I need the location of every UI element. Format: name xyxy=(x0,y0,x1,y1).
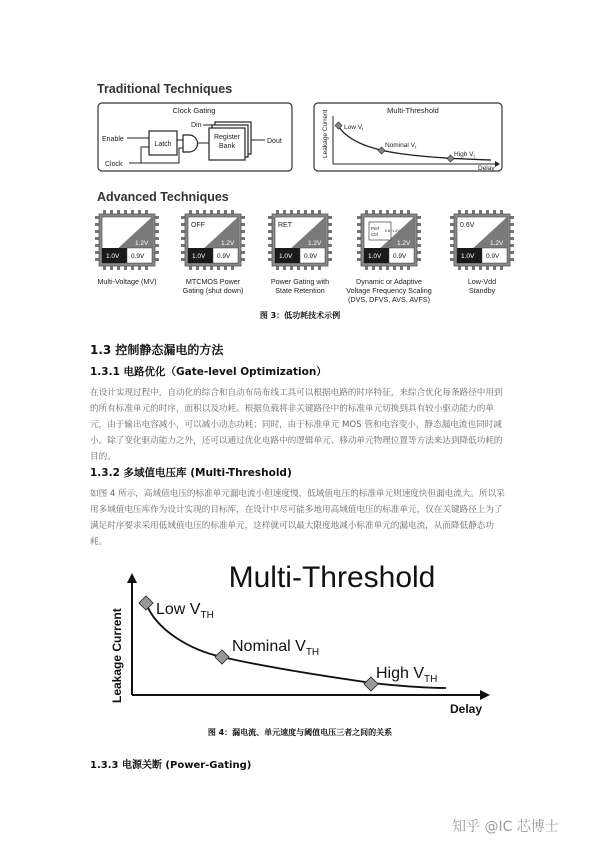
fig4-xlabel: Delay xyxy=(450,702,483,716)
svg-text:Nominal VTH xyxy=(232,638,319,658)
chip-v3: 0.9V xyxy=(393,253,407,260)
chip-v2: 1.0V xyxy=(368,253,382,260)
din-label: Din xyxy=(191,122,202,129)
fig4-nominal-sub: TH xyxy=(305,647,320,658)
mt-small-nominal: Nominal V xyxy=(385,142,415,149)
fig4-title: Multi-Threshold xyxy=(228,561,436,594)
chip-1 xyxy=(181,210,245,295)
mt-small-ylabel: Leakage Current xyxy=(322,109,329,158)
fig4-low: Low V xyxy=(156,601,201,618)
paragraph-multi-threshold: 如图 4 所示，高域值电压的标准单元漏电流小但速度慢，低域值电压的标准单元则速度快但漏电流大。所以采用多域值电压库作为设计实现的目标库，在设计中尽可能多地用高域值电压的标准单元，仅在关键路径上为了满足时序要求采用低域值电压的标准单元，这样就可以最大限度地减小标准单元的漏电流，从而降低静态功耗。 xyxy=(90,489,505,547)
paragraph-gate-level: 在设计实现过程中，自动化的综合和自动布局布线工具可以根据电路的时序特征，来综合优化每条路径中用到的所有标准单元的时序，面积以及功耗。根据负载将非关键路径中的标准单元切换到具有较小驱动能力的单元，由于输出电容减小，可以减小动态功耗；同时，由于标准单元 MOS 管和电容变小，静态漏电流也同时减小。除了变化驱动能力之外，还可以通过优化电路中的逻辑单元、移动单元物理位置等方法来达到降低功耗的目的。 xyxy=(90,388,503,462)
chip-v1: 1.2V xyxy=(221,240,235,247)
mt-small-high-sub: t xyxy=(473,153,475,159)
chip-caption-line: Multi-Voltage (MV) xyxy=(97,277,157,286)
chip-v2: 1.0V xyxy=(106,253,120,260)
figure3-caption: 图 3：低功耗技术示例 xyxy=(259,311,341,320)
fig4-high: High V xyxy=(376,665,425,682)
advanced-techniques-title: Advanced Techniques xyxy=(97,190,229,204)
chip-graphic xyxy=(268,210,332,270)
mt-small-title: Multi-Threshold xyxy=(387,106,439,115)
clock-gating-title: Clock Gating xyxy=(172,106,216,115)
chip-caption-line: MTCMOS Power xyxy=(185,277,241,286)
section-1-3-2-heading: 1.3.2 多域值电压库 (Multi-Threshold) xyxy=(90,467,292,479)
chip-graphic xyxy=(357,210,421,270)
chip-3 xyxy=(346,210,432,304)
chip-v3: 0.9V xyxy=(486,253,500,260)
multi-threshold-chart xyxy=(100,555,500,720)
mt-small-xlabel: Delay xyxy=(478,165,495,172)
chip-inner-perf: Perf xyxy=(371,226,380,231)
fig4-high-sub: TH xyxy=(424,674,438,685)
multi-threshold-small-chart xyxy=(313,102,503,172)
mt-small-high: High V xyxy=(454,151,474,158)
chip-caption-line: Voltage Frequency Scaling xyxy=(346,286,432,295)
chip-tag: RET xyxy=(278,222,292,229)
chip-0 xyxy=(95,210,159,286)
chip-caption xyxy=(250,277,350,295)
chip-inner-range: 0.8~1.2V xyxy=(385,229,400,233)
chip-v1: 1.2V xyxy=(490,240,504,247)
chip-caption-line: Power Gating with xyxy=(270,277,330,286)
chip-v1: 1.2V xyxy=(397,240,411,247)
chip-v1: 1.2V xyxy=(308,240,322,247)
latch-label: Latch xyxy=(154,141,172,148)
chip-caption-line: Gating (shut down) xyxy=(182,286,244,295)
chip-caption xyxy=(77,277,177,286)
section-1-3-heading: 1.3 控制静态漏电的方法 xyxy=(90,343,224,357)
chip-v3: 0.9V xyxy=(304,253,318,260)
mt-small-low: Low V xyxy=(344,124,363,131)
chip-v1: 1.2V xyxy=(135,240,149,247)
chip-graphic xyxy=(450,210,514,270)
register-label: Register xyxy=(213,134,241,141)
chip-caption-line: (DVS, DFVS, AVS, AVFS) xyxy=(347,295,430,304)
watermark: 知乎 @IC 芯博士 xyxy=(452,819,559,835)
chip-v2: 1.0V xyxy=(192,253,206,260)
chip-caption xyxy=(163,277,263,295)
figure4-caption: 图 4：漏电流、单元速度与阈值电压三者之间的关系 xyxy=(207,728,393,737)
chip-graphic xyxy=(95,210,159,270)
mt-small-nominal-sub: t xyxy=(414,144,417,150)
fig4-ylabel: Leakage Current xyxy=(110,608,124,703)
chip-caption-line: Dynamic or Adaptive xyxy=(356,277,422,286)
fig4-nominal: Nominal V xyxy=(232,638,306,655)
chip-4 xyxy=(450,210,514,295)
chip-tag: 0.6V xyxy=(460,222,475,229)
chip-inner-ctrl: Ctrl xyxy=(371,232,378,237)
svg-text:Low Vt xyxy=(344,124,364,132)
chip-tag: OFF xyxy=(191,222,205,229)
chip-caption-line: Standby xyxy=(468,286,496,295)
chip-caption xyxy=(339,277,439,304)
enable-label: Enable xyxy=(102,136,124,143)
dout-label: Dout xyxy=(267,138,282,145)
clock-gating-diagram xyxy=(97,102,293,172)
clock-label: Clock xyxy=(105,161,123,168)
fig4-low-sub: TH xyxy=(200,610,214,621)
chip-caption-line: State Retention xyxy=(275,286,325,295)
chip-v2: 1.0V xyxy=(461,253,475,260)
svg-text:High Vt xyxy=(454,151,476,159)
chip-v2: 1.0V xyxy=(279,253,293,260)
nominal-vth-marker xyxy=(215,650,229,664)
traditional-techniques-title: Traditional Techniques xyxy=(97,82,233,96)
bank-label: Bank xyxy=(219,143,235,150)
chip-caption xyxy=(432,277,532,295)
chip-v3: 0.9V xyxy=(217,253,231,260)
svg-text:High VTH xyxy=(376,665,437,685)
section-1-3-1-heading: 1.3.1 电路优化（Gate-level Optimization） xyxy=(90,366,327,378)
chip-2 xyxy=(268,210,332,295)
svg-text:Low VTH xyxy=(156,601,214,621)
section-1-3-3-heading: 1.3.3 电源关断 (Power-Gating) xyxy=(90,760,252,771)
mt-small-low-sub: t xyxy=(362,126,364,132)
low-vth-marker xyxy=(139,596,153,610)
chip-graphic xyxy=(181,210,245,270)
svg-text:Nominal Vt xyxy=(385,142,417,150)
chip-caption-line: Low-Vdd xyxy=(467,277,497,286)
chip-v3: 0.9V xyxy=(131,253,145,260)
